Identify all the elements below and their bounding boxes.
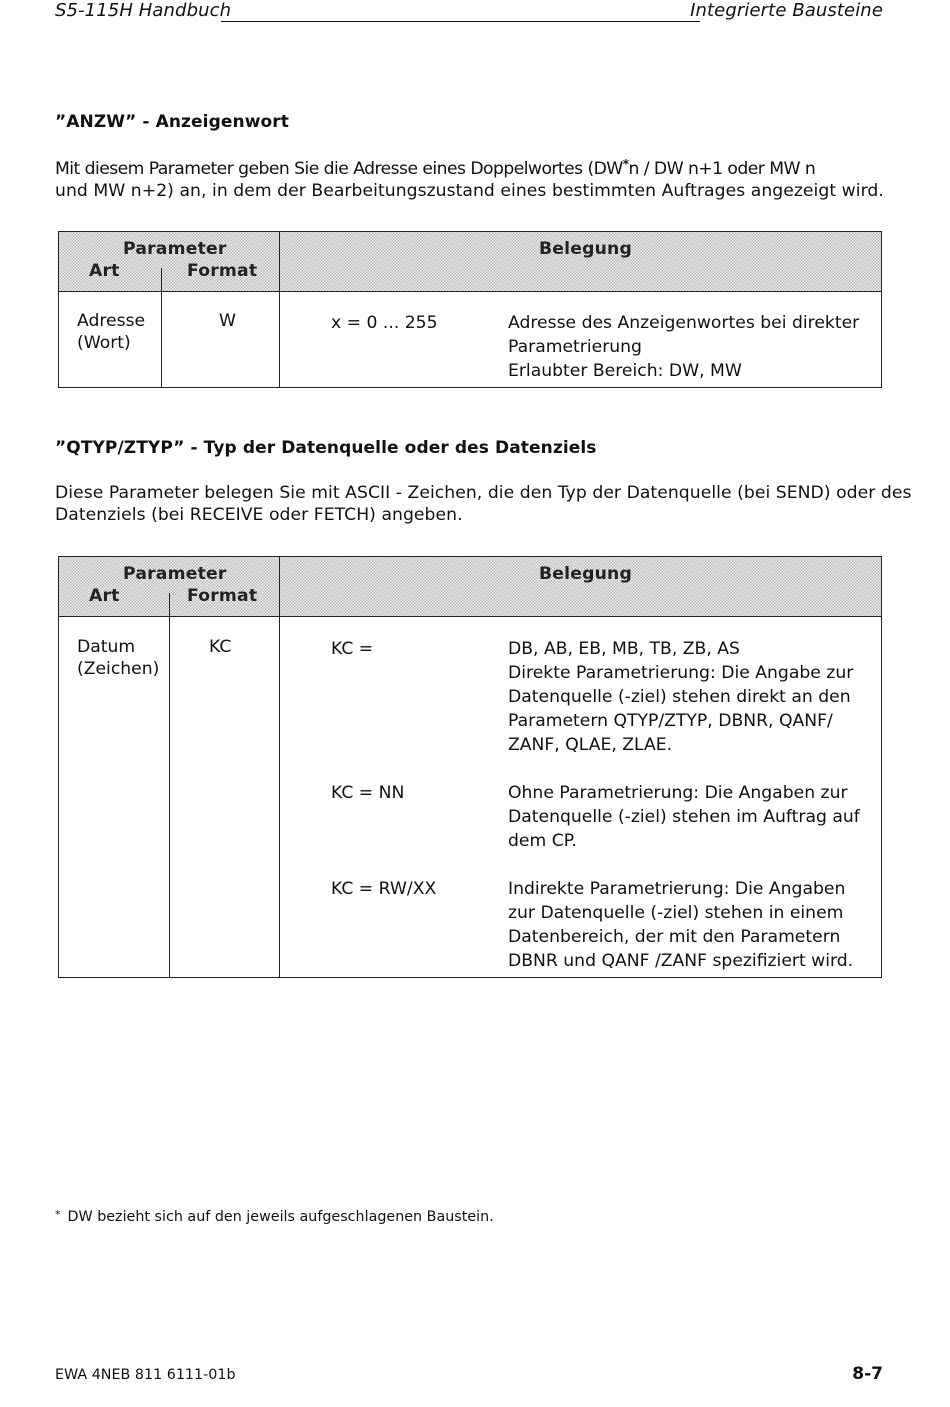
table-head-belegung	[280, 232, 882, 292]
head-art-label: Art	[89, 586, 120, 606]
art-line: (Zeichen)	[77, 659, 160, 679]
table-cell-art-format	[59, 292, 280, 388]
paragraph-text: n / DW n+1 oder MW n	[628, 159, 816, 179]
head-format-label: Format	[187, 586, 258, 606]
running-header-title: S5-115H Handbuch	[55, 0, 232, 21]
running-header-section: Integrierte Bausteine	[690, 0, 883, 21]
value-range: x = 0 ... 255	[331, 313, 438, 333]
footnote-mark: *	[55, 1208, 61, 1221]
page-number: 8-7	[852, 1364, 883, 1384]
column-divider	[161, 292, 162, 387]
footnote	[55, 1208, 494, 1225]
description-line: ZANF, QLAE, ZLAE.	[508, 735, 673, 755]
description-line: Erlaubter Bereich: DW, MW	[508, 361, 742, 381]
head-belegung-label: Belegung	[539, 564, 632, 584]
value-code: KC =	[331, 639, 374, 659]
description-line: Parametrierung	[508, 337, 642, 357]
head-parameter-label: Parameter	[123, 239, 227, 259]
table-head-belegung	[280, 557, 882, 617]
description-line: Adresse des Anzeigenwortes bei direkter	[508, 313, 860, 333]
section-heading-anzw: ”ANZW” - Anzeigenwort	[55, 112, 290, 132]
paragraph-line	[55, 158, 884, 180]
head-parameter-label: Parameter	[123, 564, 227, 584]
description-line: Ohne Parametrierung: Die Angaben zur	[508, 783, 848, 803]
format-value: KC	[209, 637, 232, 657]
column-divider	[169, 617, 170, 977]
description-line: DB, AB, EB, MB, TB, ZB, AS	[508, 639, 740, 659]
parameter-table-qtyp	[58, 556, 882, 978]
art-value	[77, 636, 159, 680]
art-line: Datum	[77, 637, 136, 657]
description-line: Datenquelle (-ziel) stehen im Auftrag auf	[508, 807, 860, 827]
art-line: Adresse	[77, 311, 146, 331]
description-line: dem CP.	[508, 831, 577, 851]
footnote-text: DW bezieht sich auf den jeweils aufgeschlagenen Baustein.	[67, 1209, 494, 1225]
footnote-reference: *	[622, 157, 629, 171]
table-cell-belegung	[280, 617, 882, 978]
description-line: zur Datenquelle (-ziel) stehen in einem	[508, 903, 844, 923]
value-description	[508, 311, 859, 383]
parameter-table-anzw	[58, 231, 882, 388]
paragraph-line: Datenziels (bei RECEIVE oder FETCH) angeben.	[55, 505, 463, 525]
description-line: Datenbereich, der mit den Parametern	[508, 927, 841, 947]
head-divider	[161, 268, 162, 291]
value-description	[508, 637, 853, 757]
value-description	[508, 781, 860, 853]
value-code: KC = RW/XX	[331, 879, 437, 899]
head-belegung-label: Belegung	[539, 239, 632, 259]
section-paragraph-qtyp	[55, 482, 911, 526]
art-value	[77, 310, 145, 354]
description-line: Parametern QTYP/ZTYP, DBNR, QANF/	[508, 711, 833, 731]
section-paragraph-anzw	[55, 158, 884, 202]
table-cell-belegung	[280, 292, 882, 388]
description-line: Indirekte Parametrierung: Die Angaben	[508, 879, 846, 899]
description-line: Direkte Parametrierung: Die Angabe zur	[508, 663, 854, 683]
header-rule	[221, 21, 700, 22]
head-format-label: Format	[187, 261, 258, 281]
head-art-label: Art	[89, 261, 120, 281]
table-head-parameter	[59, 232, 280, 292]
section-heading-qtyp: ”QTYP/ZTYP” - Typ der Datenquelle oder des Datenziels	[55, 438, 597, 458]
document-number: EWA 4NEB 811 6111-01b	[55, 1367, 236, 1383]
format-value: W	[219, 311, 236, 331]
art-line: (Wort)	[77, 333, 131, 353]
table-head-parameter	[59, 557, 280, 617]
value-code: KC = NN	[331, 783, 405, 803]
head-divider	[169, 593, 170, 616]
description-line: DBNR und QANF /ZANF spezifiziert wird.	[508, 951, 854, 971]
paragraph-text: Mit diesem Parameter geben Sie die Adresse eines Doppelwortes (DW	[55, 159, 623, 179]
paragraph-line: und MW n+2) an, in dem der Bearbeitungszustand eines bestimmten Auftrages angezeigt wird.	[55, 181, 884, 201]
description-line: Datenquelle (-ziel) stehen direkt an den	[508, 687, 851, 707]
paragraph-line: Diese Parameter belegen Sie mit ASCII - Zeichen, die den Typ der Datenquelle (bei SEND) oder des	[55, 483, 912, 503]
value-description	[508, 877, 853, 973]
table-cell-art-format	[59, 617, 280, 978]
